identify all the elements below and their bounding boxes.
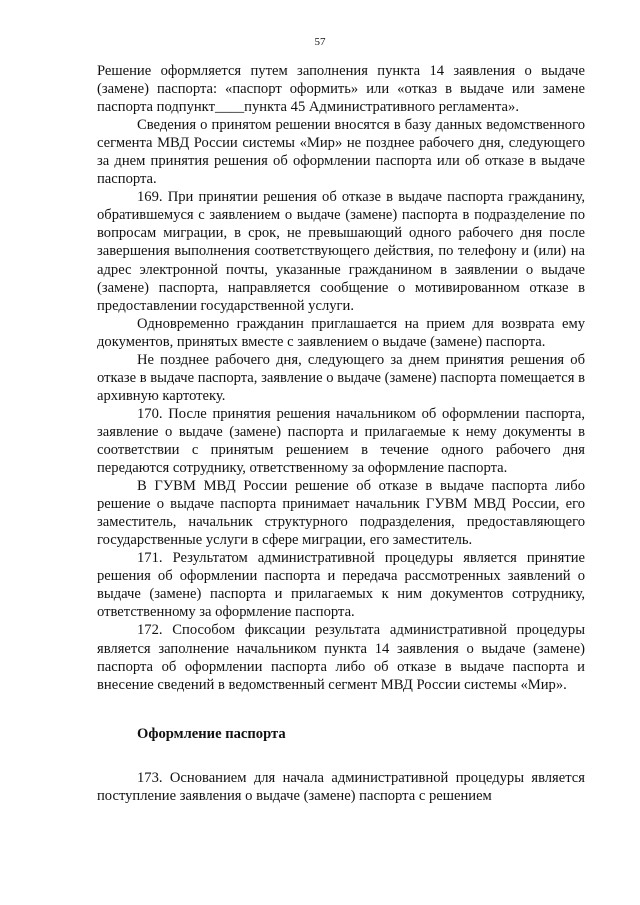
paragraph-169: 169. При принятии решения об отказе в выдаче паспорта гражданину, обратившемуся с заявлением о выдаче (замене) паспорта в подразделение по вопросам миграции, в срок, не превышающий одного рабочего дня после завершения выполнения соответствующего действия, по телефону и (или) на адрес электронной почты, указанные гражданином в заявлении о выдаче (замене) паспорта, направляется сообщение о мотивированном отказе в предоставлении государственной услуги. [97, 189, 585, 314]
paragraph: В ГУВМ МВД России решение об отказе в выдаче паспорта либо решение о выдаче паспорта принимает начальник ГУВМ МВД России, его заместитель, начальник структурного подразделения, предоставляющего государственные услуги в сфере миграции, его заместитель. [97, 478, 585, 549]
section-heading: Оформление паспорта [137, 725, 286, 742]
page-number: 57 [314, 36, 326, 48]
paragraph: Сведения о принятом решении вносятся в базу данных ведомственного сегмента МВД России системы «Мир» не позднее рабочего дня, следующего за днем принятия решения об оформлении паспорта или об отказе в выдаче паспорта. [97, 117, 585, 188]
paragraph: Не позднее рабочего дня, следующего за днем принятия решения об отказе в выдаче паспорта, заявление о выдаче (замене) паспорта помещается в архивную картотеку. [97, 351, 585, 404]
paragraph-170: 170. После принятия решения начальником об оформлении паспорта, заявление о выдаче (замене) паспорта и прилагаемые к нему документы в соответствии с принятым решением в течение одного рабочего дня передаются сотруднику, ответственному за оформление паспорта. [97, 405, 585, 477]
paragraph-172: 172. Способом фиксации результата административной процедуры является заполнение начальником пункта 14 заявления о выдаче (замене) паспорта об оформлении паспорта либо об отказе в выдаче паспорта и внесение сведений в ведомственный сегмент МВД России системы «Мир». [97, 622, 585, 693]
paragraph: Решение оформляется путем заполнения пункта 14 заявления о выдаче (замене) паспорта: «паспорт оформить» или «отказ в выдаче или замене паспорта подпункт____пункта 45 Административного регламента». [97, 63, 585, 116]
paragraph-173: 173. Основанием для начала административной процедуры является поступление заявления о выдаче (замене) паспорта с решением [97, 769, 585, 804]
paragraph-171: 171. Результатом административной процедуры является принятие решения об оформлении паспорта и передача рассмотренных заявлений о выдаче (замене) паспорта и прилагаемых к ним документов сотруднику, ответственному за оформление паспорта. [97, 550, 585, 621]
document-body [97, 62, 585, 805]
paragraph: Одновременно гражданин приглашается на прием для возврата ему документов, принятых вместе с заявлением о выдаче (замене) паспорта. [97, 315, 585, 350]
